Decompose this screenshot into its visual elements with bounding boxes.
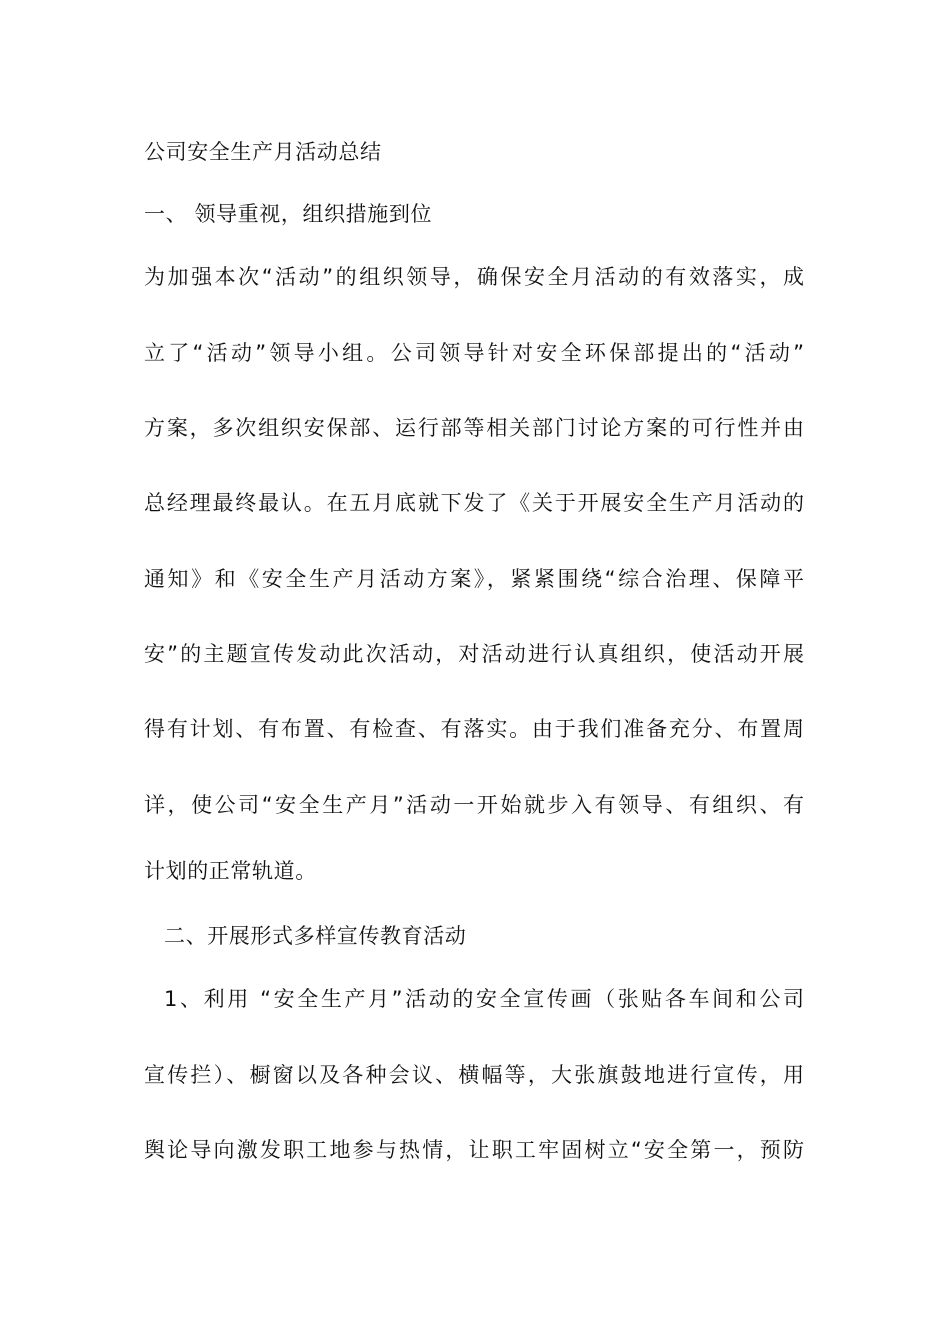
paragraph-line: 总经理最终最认。在五月底就下发了《关于开展安全生产月活动的 [144,491,804,515]
paragraph-line: 详，使公司“安全生产月”活动一开始就步入有领导、有组织、有 [144,793,804,817]
paragraph-line: 计划的正常轨道。 [144,859,317,883]
section-1-heading: 一、 领导重视，组织措施到位 [144,202,433,226]
paragraph-line: 得有计划、有布置、有检查、有落实。由于我们准备充分、布置周 [144,717,804,741]
paragraph-line: 立了“活动”领导小组。公司领导针对安全环保部提出的“活动” [144,341,804,365]
paragraph-line: 通知》和《安全生产月活动方案》，紧紧围绕“综合治理、保障平 [144,567,804,591]
paragraph-line: 安”的主题宣传发动此次活动，对活动进行认真组织，使活动开展 [144,642,804,666]
paragraph-line: 宣传拦）、橱窗以及各种会议、横幅等，大张旗鼓地进行宣传，用 [144,1063,804,1087]
section-2-heading: 二、开展形式多样宣传教育活动 [164,924,467,948]
paragraph-line: 1、利用 “安全生产月”活动的安全宣传画（张贴各车间和公司 [164,987,804,1011]
paragraph-line: 舆论导向激发职工地参与热情，让职工牢固树立“安全第一，预防 [144,1138,804,1162]
paragraph-line: 方案，多次组织安保部、运行部等相关部门讨论方案的可行性并由 [144,416,804,440]
document-title: 公司安全生产月活动总结 [144,140,382,164]
paragraph-line: 为加强本次“活动”的组织领导，确保安全月活动的有效落实，成 [144,265,804,289]
